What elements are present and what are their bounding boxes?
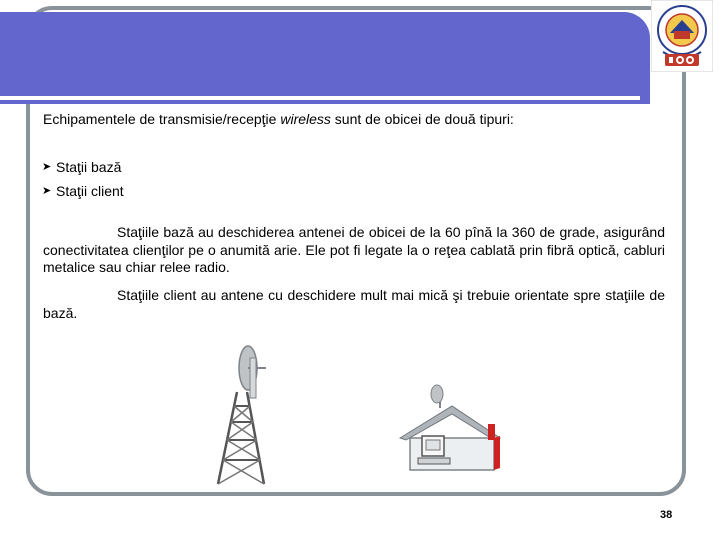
client-station-paragraph <box>43 287 665 322</box>
title-band-divider <box>0 96 640 100</box>
intro-text-emphasis: wireless <box>280 111 331 127</box>
list-item-base-station <box>42 155 124 179</box>
list-item-label: Staţii client <box>56 183 124 199</box>
base-station-paragraph-text: Staţiile bază au deschiderea antenei de obicei de la 60 pînă la 360 de grade, asigurând conectivitatea clienţilor pe o anumită arie. Ele pot fi legate la o reţea cablată prin fibră optică, cabluri metalice sau chiar relee radio. <box>43 224 665 275</box>
centenary-seal-logo <box>651 0 713 72</box>
intro-text-start: Echipamentele de transmisie/recepţie <box>43 111 281 127</box>
wireless-stations-illustration <box>190 332 540 492</box>
intro-text-end: sunt de obicei de două tipuri: <box>330 111 514 127</box>
base-station-paragraph <box>43 224 665 277</box>
page-number: 38 <box>660 509 673 521</box>
list-item-label: Staţii bază <box>56 159 122 175</box>
arrow-bullet-icon: ➤ <box>42 185 52 197</box>
client-station-paragraph-text: Staţiile client au antene cu deschidere mult mai mică şi trebuie orientate spre staţiile de bază. <box>43 287 665 321</box>
arrow-bullet-icon: ➤ <box>42 161 52 173</box>
station-type-list <box>42 155 124 203</box>
title-band <box>0 12 650 104</box>
list-item-client-station <box>42 179 124 203</box>
intro-text <box>43 111 643 127</box>
